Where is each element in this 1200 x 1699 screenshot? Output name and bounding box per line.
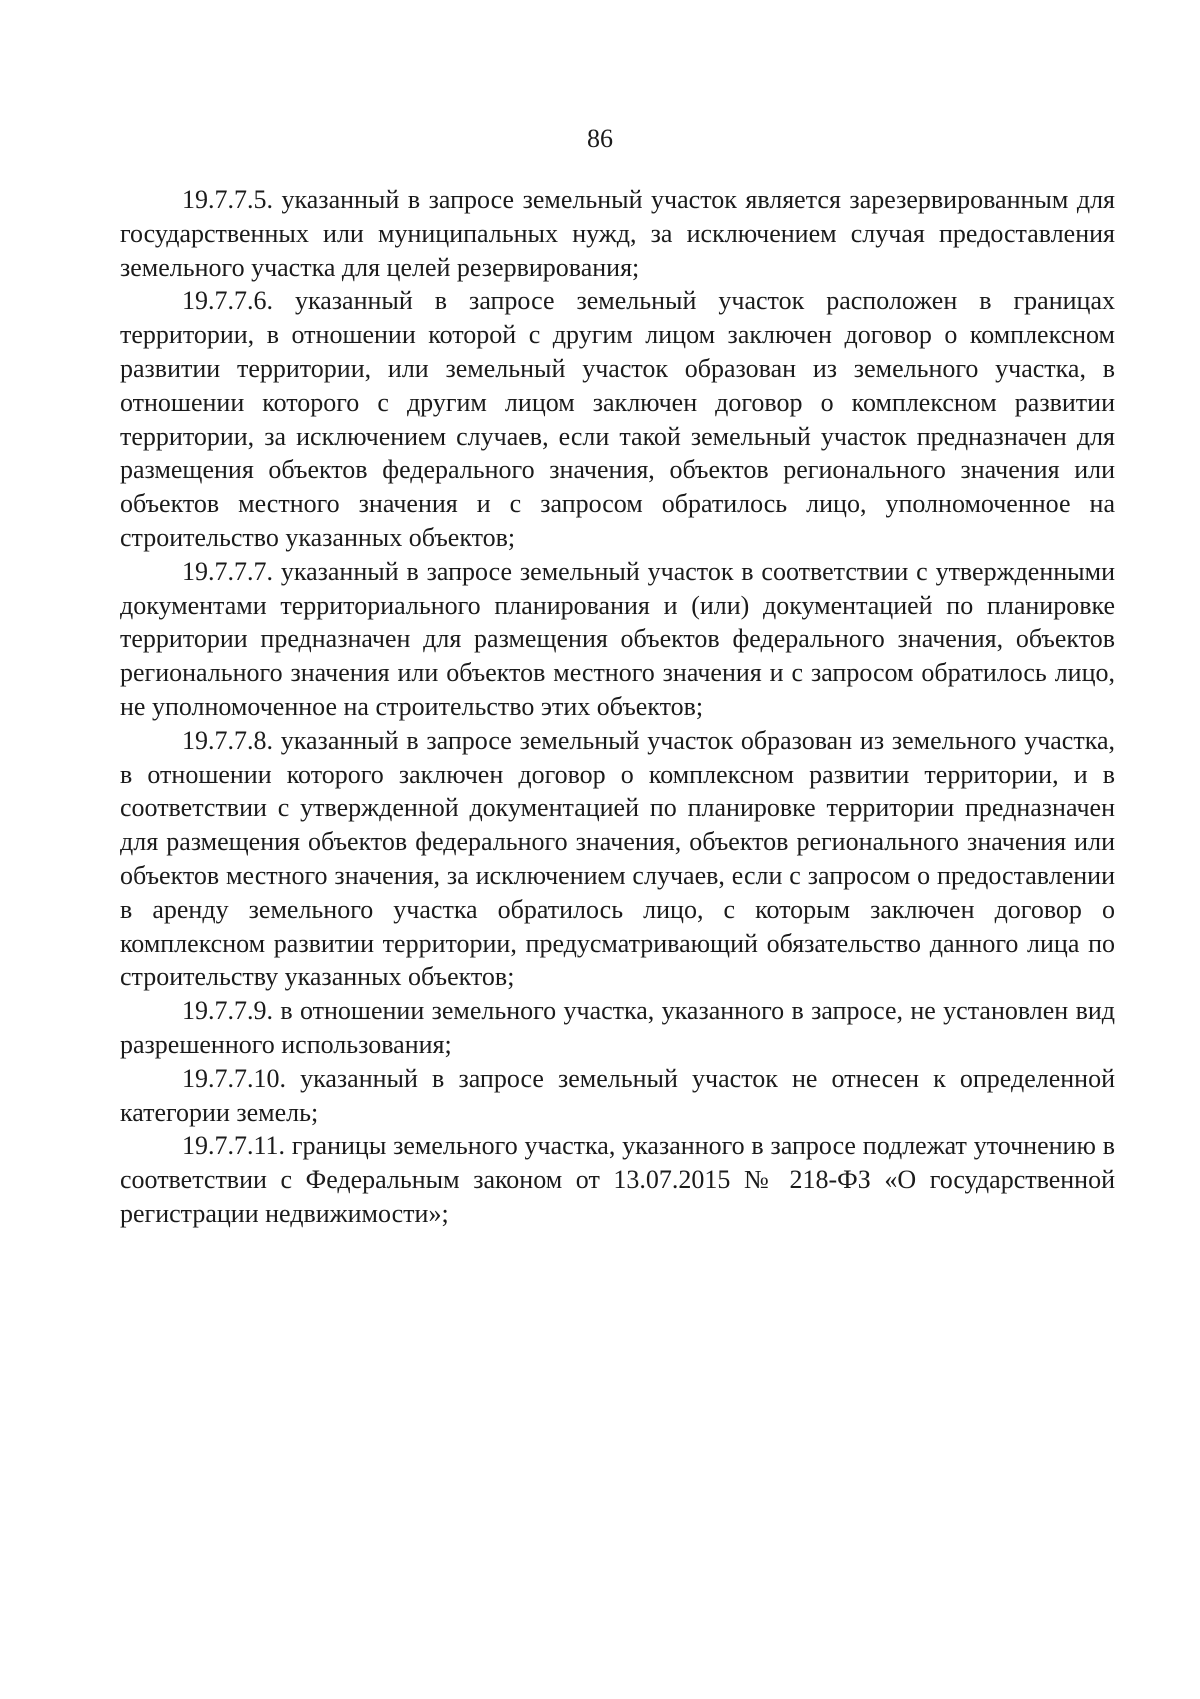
document-body [120, 183, 1115, 1231]
paragraph-19-7-7-11: 19.7.7.11. границы земельного участка, указанного в запросе подлежат уточнению в соответствии с Федеральным законом от 13.07.2015 № 218-ФЗ «О государственной регистрации недвижимости»; [120, 1131, 1115, 1228]
paragraph-19-7-7-7: 19.7.7.7. указанный в запросе земельный участок в соответствии с утвержденными документами территориального планирования и (или) документацией по планировке территории предназначен для размещения объектов федерального значения, объектов регионального значения или объектов местного значения и с запросом обратилось лицо, не уполномоченное на строительство этих объектов; [120, 556, 1115, 721]
paragraph-19-7-7-9: 19.7.7.9. в отношении земельного участка, указанного в запросе, не установлен вид разрешенного использования; [120, 996, 1115, 1059]
paragraph-19-7-7-5: 19.7.7.5. указанный в запросе земельный участок является зарезервированным для государственных или муниципальных нужд, за исключением случая предоставления земельного участка для целей резервирования; [120, 185, 1115, 282]
paragraph-19-7-7-8: 19.7.7.8. указанный в запросе земельный участок образован из земельного участка, в отношении которого заключен договор о комплексном развитии территории, и в соответствии с утвержденной документацией по планировке территории предназначен для размещения объектов федерального значения, объектов регионального значения или объектов местного значения, за исключением случаев, если с запросом о предоставлении в аренду земельного участка обратилось лицо, с которым заключен договор о комплексном развитии территории, предусматривающий обязательство данного лица по строительству указанных объектов; [120, 725, 1115, 992]
paragraph-19-7-7-6: 19.7.7.6. указанный в запросе земельный участок расположен в границах территории, в отношении которой с другим лицом заключен договор о комплексном развитии территории, или земельный участок образован из земельного участка, в отношении которого с другим лицом заключен договор о комплексном развитии территории, за исключением случаев, если такой земельный участок предназначен для размещения объектов федерального значения, объектов регионального значения или объектов местного значения и с запросом обратилось лицо, уполномоченное на строительство указанных объектов; [120, 286, 1115, 552]
page-number: 86 [587, 124, 613, 153]
paragraph-19-7-7-10: 19.7.7.10. указанный в запросе земельный участок не отнесен к определенной категории земель; [120, 1063, 1115, 1127]
